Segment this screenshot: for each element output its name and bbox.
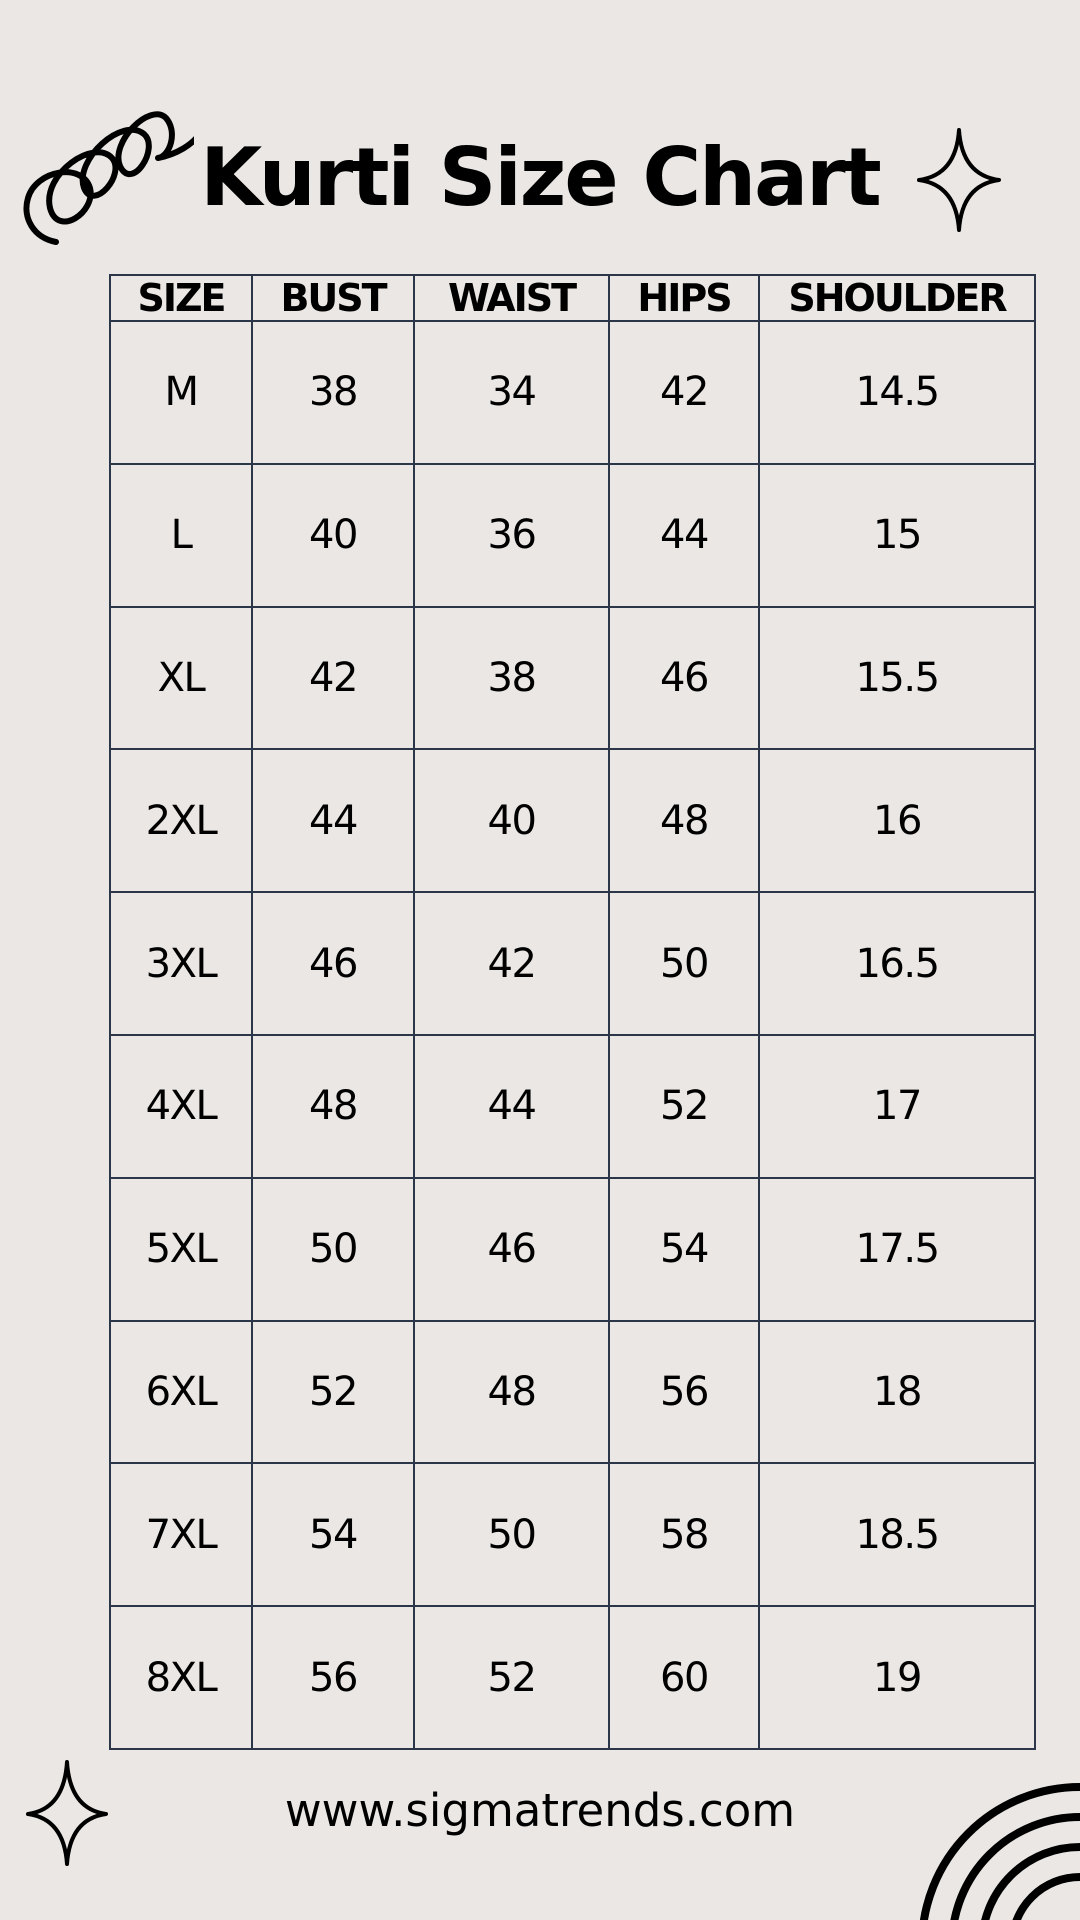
cell-waist: 52 <box>414 1606 609 1749</box>
cell-shoulder: 19 <box>759 1606 1035 1749</box>
table-row <box>110 749 1035 892</box>
cell-bust: 50 <box>252 1178 414 1321</box>
cell-hips: 44 <box>609 464 759 607</box>
column-header-shoulder: SHOULDER <box>759 275 1035 321</box>
cell-waist: 38 <box>414 607 609 750</box>
column-header-hips: HIPS <box>609 275 759 321</box>
cell-shoulder: 15.5 <box>759 607 1035 750</box>
cell-bust: 40 <box>252 464 414 607</box>
cell-shoulder: 16 <box>759 749 1035 892</box>
website-url: www.sigmatrends.com <box>284 1784 796 1837</box>
cell-size: 3XL <box>110 892 252 1035</box>
cell-size: 6XL <box>110 1321 252 1464</box>
cell-hips: 48 <box>609 749 759 892</box>
cell-size: 5XL <box>110 1178 252 1321</box>
cell-waist: 36 <box>414 464 609 607</box>
cell-size: 8XL <box>110 1606 252 1749</box>
table-row <box>110 464 1035 607</box>
cell-shoulder: 18 <box>759 1321 1035 1464</box>
cell-bust: 42 <box>252 607 414 750</box>
cell-shoulder: 14.5 <box>759 321 1035 464</box>
cell-bust: 52 <box>252 1321 414 1464</box>
cell-size: M <box>110 321 252 464</box>
cell-waist: 48 <box>414 1321 609 1464</box>
cell-bust: 46 <box>252 892 414 1035</box>
table-row <box>110 1606 1035 1749</box>
column-header-waist: WAIST <box>414 275 609 321</box>
cell-size: 2XL <box>110 749 252 892</box>
cell-size: 4XL <box>110 1035 252 1178</box>
table-header-row <box>110 275 1035 321</box>
cell-hips: 54 <box>609 1178 759 1321</box>
cell-bust: 56 <box>252 1606 414 1749</box>
table-row <box>110 1321 1035 1464</box>
table-row <box>110 1178 1035 1321</box>
cell-hips: 50 <box>609 892 759 1035</box>
column-header-bust: BUST <box>252 275 414 321</box>
cell-size: 7XL <box>110 1463 252 1606</box>
cell-bust: 38 <box>252 321 414 464</box>
cell-hips: 58 <box>609 1463 759 1606</box>
cell-waist: 44 <box>414 1035 609 1178</box>
table-row <box>110 1035 1035 1178</box>
table-row <box>110 1463 1035 1606</box>
cell-waist: 50 <box>414 1463 609 1606</box>
rainbow-arcs-icon <box>910 1775 1080 1920</box>
cell-hips: 52 <box>609 1035 759 1178</box>
cell-waist: 42 <box>414 892 609 1035</box>
cell-shoulder: 18.5 <box>759 1463 1035 1606</box>
page-title: Kurti Size Chart <box>200 131 880 224</box>
cell-shoulder: 16.5 <box>759 892 1035 1035</box>
cell-bust: 48 <box>252 1035 414 1178</box>
cell-hips: 46 <box>609 607 759 750</box>
cell-waist: 46 <box>414 1178 609 1321</box>
cell-hips: 42 <box>609 321 759 464</box>
cell-shoulder: 17.5 <box>759 1178 1035 1321</box>
cell-bust: 44 <box>252 749 414 892</box>
cell-hips: 56 <box>609 1321 759 1464</box>
column-header-size: SIZE <box>110 275 252 321</box>
cell-size: L <box>110 464 252 607</box>
cell-waist: 40 <box>414 749 609 892</box>
cell-shoulder: 17 <box>759 1035 1035 1178</box>
table-row <box>110 892 1035 1035</box>
cell-size: XL <box>110 607 252 750</box>
cell-shoulder: 15 <box>759 464 1035 607</box>
cell-waist: 34 <box>414 321 609 464</box>
cell-bust: 54 <box>252 1463 414 1606</box>
size-table <box>109 274 1036 1750</box>
cell-hips: 60 <box>609 1606 759 1749</box>
table-row <box>110 321 1035 464</box>
table-row <box>110 607 1035 750</box>
